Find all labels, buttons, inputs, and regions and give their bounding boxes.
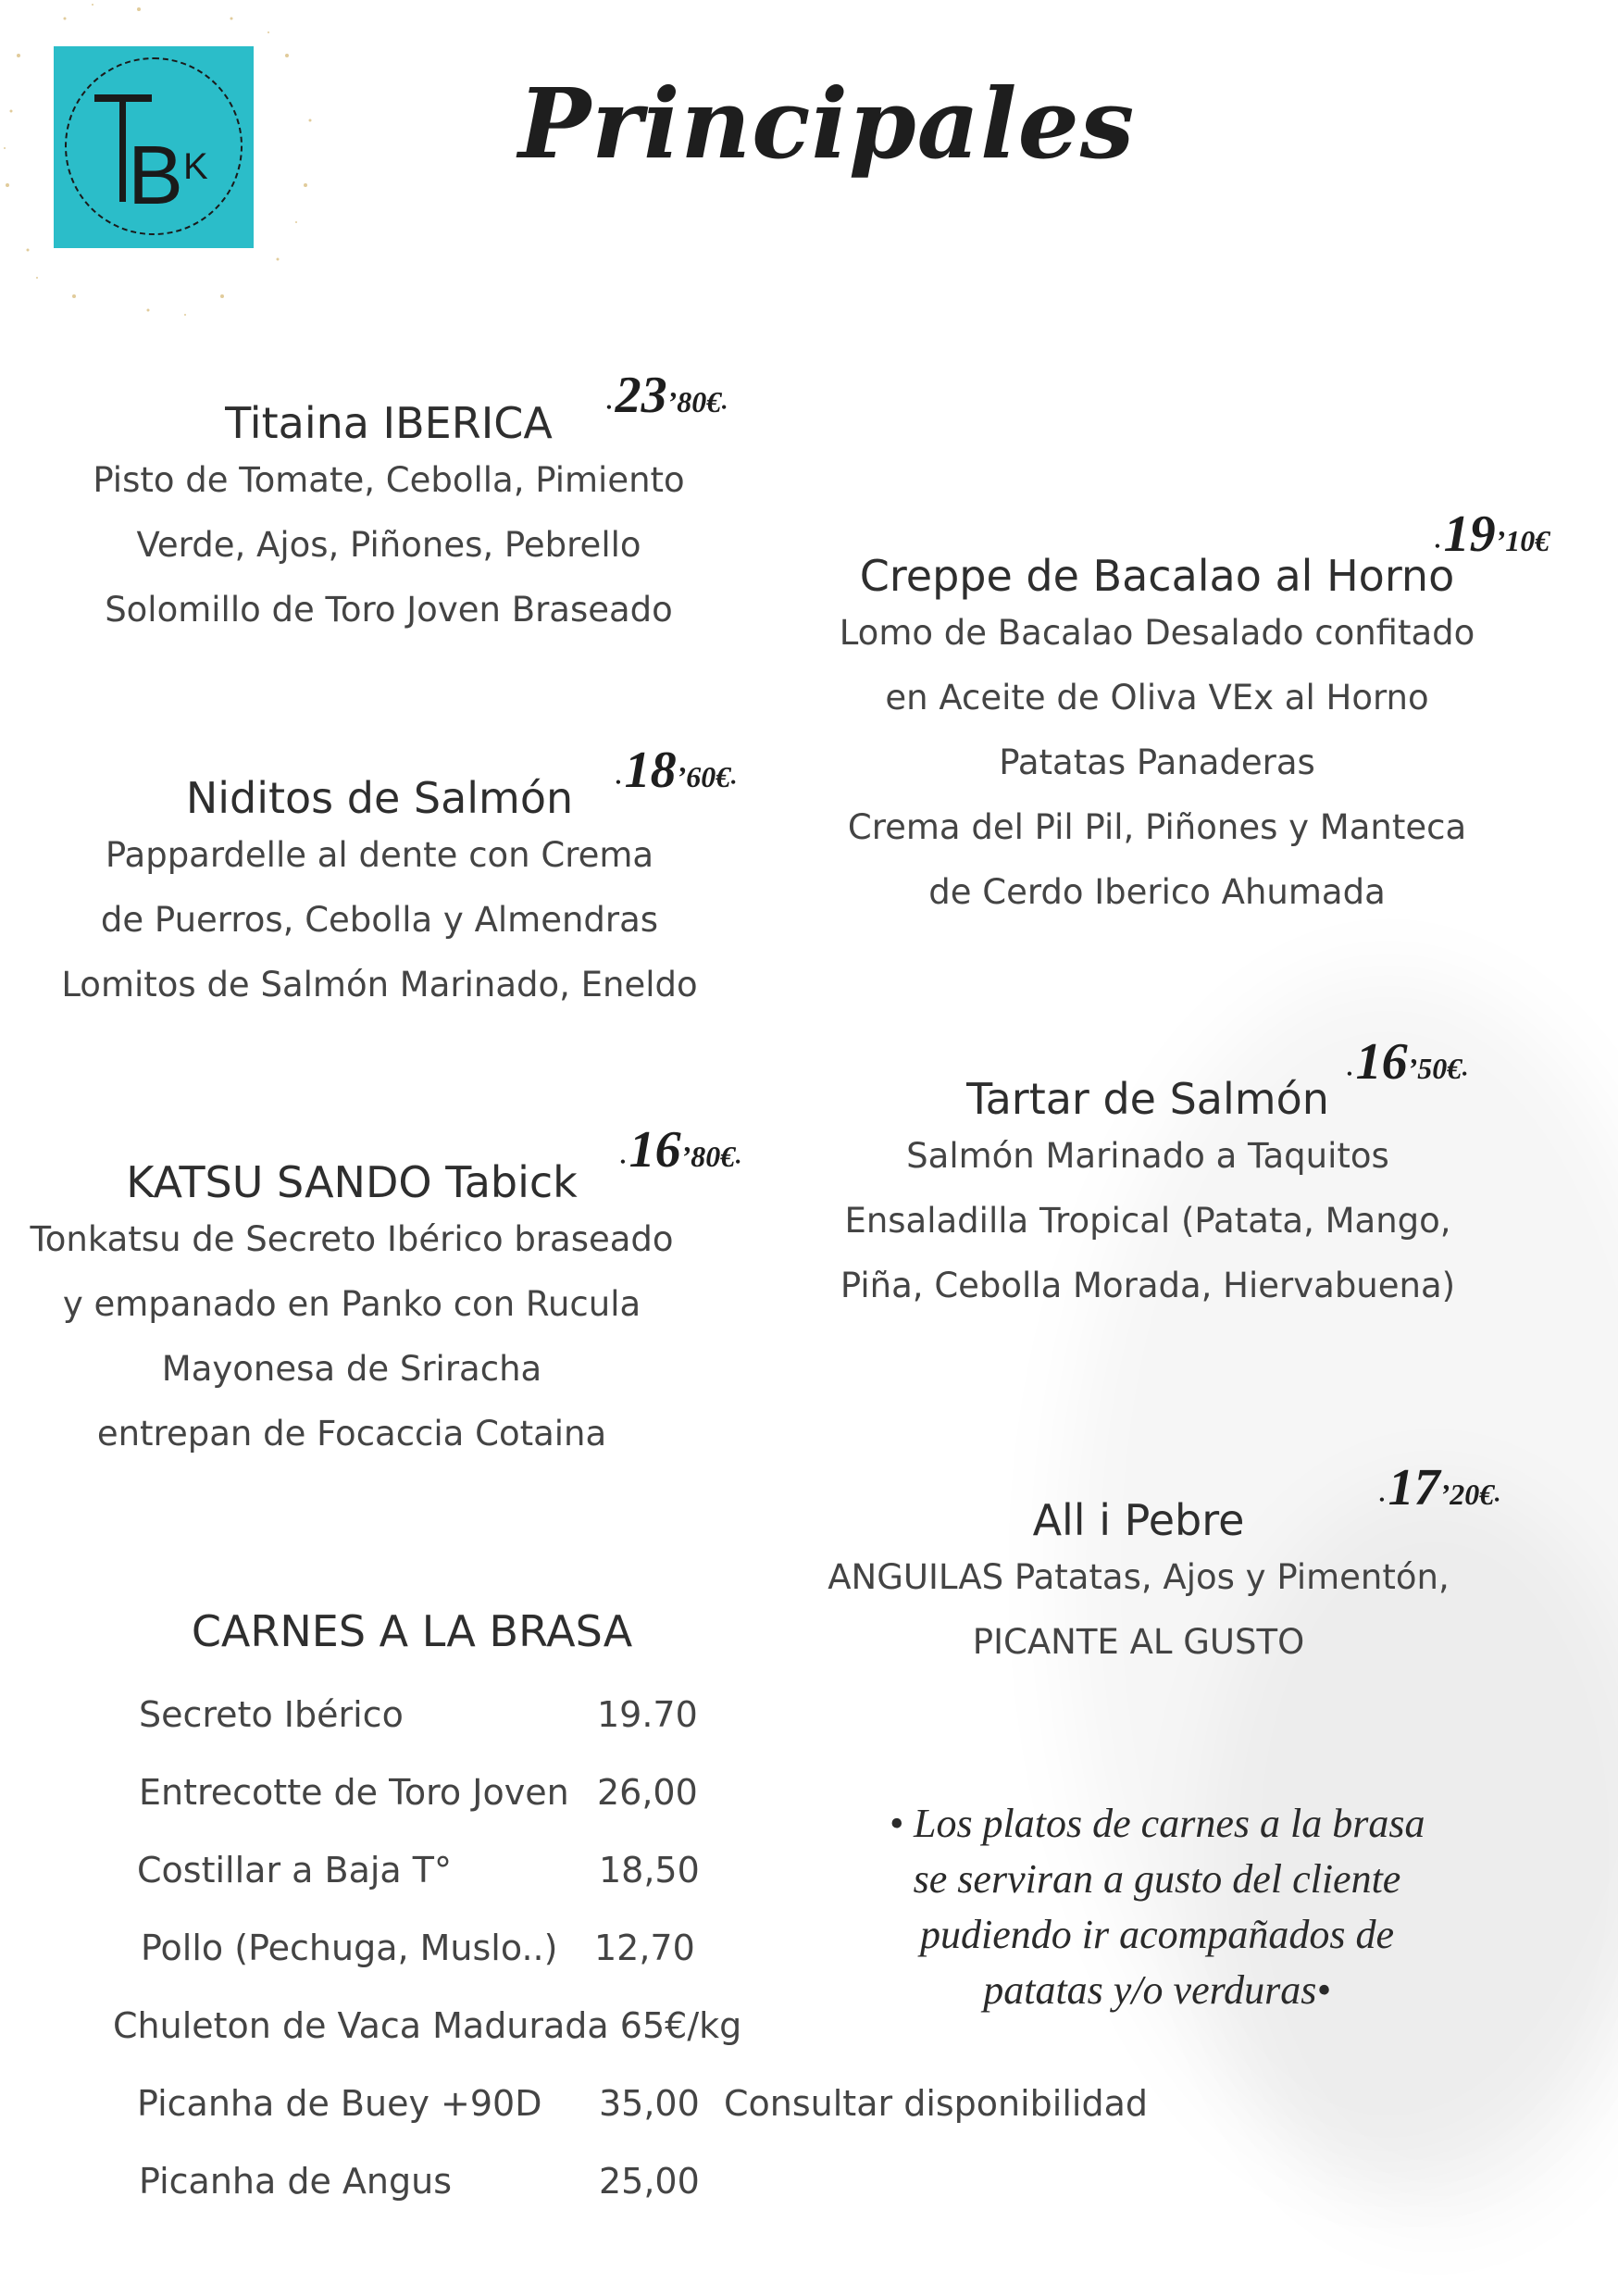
carne-item-name: Chuleton de Vaca Madurada 65€/kg [113,2005,742,2046]
price-integer: 16 [1355,1033,1408,1091]
carne-item-name: Picanha de Angus [139,2161,453,2202]
dish-niditos [46,773,713,1017]
logo-area [0,0,324,324]
dish-katsu-sando [19,1157,685,1466]
dish-price: • 17’20€• [1379,1459,1500,1516]
price-decimal: ’80€ [680,1140,736,1173]
logo-letter-t-stem [119,94,126,202]
carne-item-price: 12,70 [594,1928,695,1968]
price-integer: 17 [1388,1459,1440,1516]
dish-description-line: Lomo de Bacalao Desalado confitado [839,613,1475,653]
price-decimal: ’80€ [666,385,722,418]
dish-description-line: en Aceite de Oliva VEx al Horno [885,678,1429,718]
carne-item-price: 25,00 [599,2161,700,2202]
price-integer: 16 [629,1121,681,1179]
carne-item-name: Costillar a Baja T° [137,1850,452,1890]
dish-name: Niditos de Salmón [185,773,574,823]
carne-item-price: 35,00 [599,2083,700,2124]
page-title: Principales [518,67,1136,181]
dish-description-line: Patatas Panaderas [999,742,1315,782]
dish-description-line: Ensaladilla Tropical (Patata, Mango, [844,1201,1451,1241]
dish-titaina [56,398,722,643]
carne-item-price: 26,00 [597,1772,698,1813]
dish-name: All i Pebre [1032,1495,1245,1545]
dish-description-line: Lomitos de Salmón Marinado, Eneldo [61,965,698,1004]
carne-item-name: Picanha de Buey +90D [137,2083,542,2124]
dish-description-line: Salmón Marinado a Taquitos [906,1136,1389,1176]
price-integer: 23 [615,367,667,424]
carne-item-name: Pollo (Pechuga, Muslo..) [141,1928,558,1968]
price-integer: 19 [1443,505,1496,563]
dish-all-i-pebre [805,1495,1472,1675]
dish-description-line: Tonkatsu de Secreto Ibérico braseado [30,1219,674,1259]
price-decimal: ’10€ [1495,524,1550,557]
dish-price: • 16’80€• [620,1121,741,1179]
dish-price: • 18’60€• [616,742,736,799]
carnes-section-title: CARNES A LA BRASA [191,1606,633,1656]
price-decimal: ’50€ [1407,1052,1462,1085]
footnote-line: se serviran a gusto del cliente [913,1856,1401,1902]
dish-name: Titaina IBERICA [225,398,553,448]
dish-description-line: entrepan de Focaccia Cotaina [96,1414,607,1454]
grill-footnote [833,1796,1481,2018]
carne-item-price: 18,50 [599,1850,700,1890]
availability-note: Consultar disponibilidad [724,2083,1149,2124]
logo-letter-k: K [183,146,208,187]
footnote-line: pudiendo ir acompañados de [919,1912,1395,1957]
dish-description-line: PICANTE AL GUSTO [972,1622,1305,1662]
dish-description-line: Crema del Pil Pil, Piñones y Manteca [847,807,1467,847]
footnote-line: patatas y/o verduras• [983,1967,1331,2013]
dish-name: Creppe de Bacalao al Horno [859,551,1455,601]
dish-description-line: Pappardelle al dente con Crema [105,835,654,875]
dish-name: Tartar de Salmón [966,1074,1329,1124]
dish-description-line: ANGUILAS Patatas, Ajos y Pimentón, [828,1557,1450,1597]
carne-item-price: 19.70 [597,1694,698,1735]
logo-letter-b: B [128,130,184,222]
price-decimal: ’20€ [1439,1478,1495,1511]
dish-price: • 23’80€• [606,367,727,424]
carne-item-name: Entrecotte de Toro Joven [139,1772,569,1813]
dish-description-line: Solomillo de Toro Joven Braseado [105,590,673,630]
dish-name: KATSU SANDO Tabick [126,1157,578,1207]
carne-item-name: Secreto Ibérico [139,1694,404,1735]
dish-description-line: Piña, Cebolla Morada, Hiervabuena) [840,1266,1456,1305]
dish-creppe [815,551,1500,925]
price-decimal: ’60€ [676,760,731,793]
dish-description-line: Pisto de Tomate, Cebolla, Pimiento [93,460,685,500]
dish-price: • 16’50€• [1347,1033,1467,1091]
price-integer: 18 [624,742,677,799]
dish-tartar [815,1074,1481,1318]
dish-description-line: Mayonesa de Sriracha [161,1349,542,1389]
dish-description-line: de Puerros, Cebolla y Almendras [100,900,659,940]
dish-description-line: de Cerdo Iberico Ahumada [928,872,1386,912]
dish-description-line: Verde, Ajos, Piñones, Pebrello [136,525,641,565]
dish-price: • 19’10€ [1435,505,1550,563]
logo [54,46,254,248]
footnote-line: • Los platos de carnes a la brasa [889,1801,1425,1846]
dish-description-line: y empanado en Panko con Rucula [62,1284,641,1324]
